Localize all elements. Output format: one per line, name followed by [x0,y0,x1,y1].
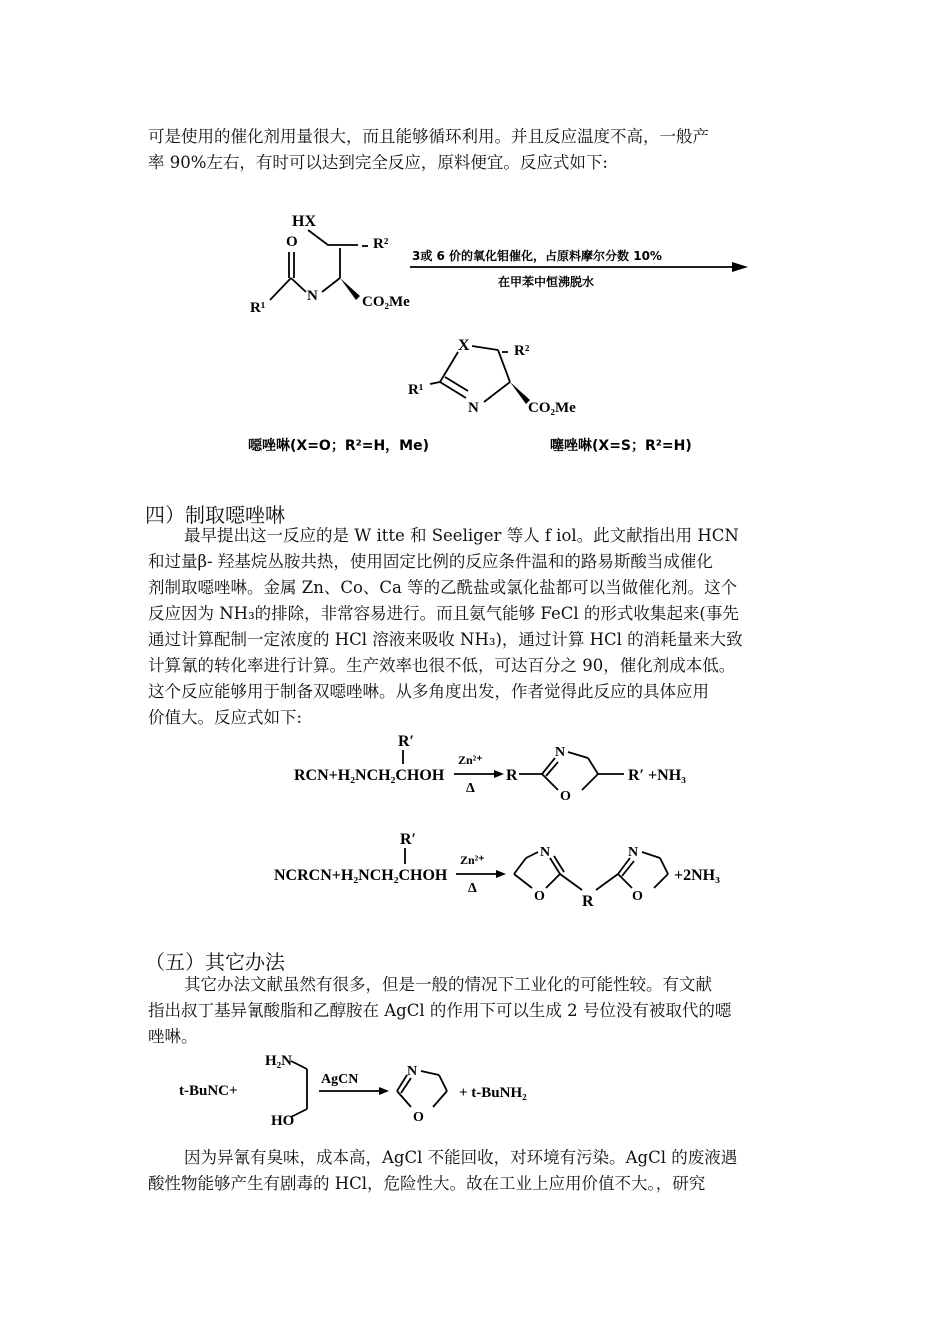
text-line: 因为异氰有臭味，成本高，AgCl 不能回收，对环境有污染。AgCl 的废液遇 [184,1148,738,1167]
text-line: 剂制取噁唑啉。金属 Zn、Co、Ca 等的乙酰盐或氯化盐都可以当做催化剂。这个 [148,578,738,597]
reactant-formula: RCN+H₂NCH₂CHOH [294,767,445,784]
bond [588,758,598,774]
reaction-scheme-4 [175,1045,575,1135]
n-label: N [468,400,479,416]
bond [554,856,564,872]
bond [596,874,618,890]
section-4-paragraph [148,523,808,731]
n-label: N [628,845,639,860]
bond [618,874,632,888]
r1-label: R¹ [408,382,424,398]
wedge-bond [510,382,530,404]
product-r-label: R [506,767,518,784]
bond [618,858,630,874]
arrowhead [494,770,504,778]
bond [654,874,668,888]
reactant-formula: NCRCN+H₂NCH₂CHOH [274,867,448,884]
n-label: N [307,288,318,304]
section-4-heading: 四）制取噁唑啉 [145,503,285,527]
o-label: O [286,234,298,250]
bond [397,1075,407,1091]
text-line: 反应因为 NH₃的排除，非常容易进行。而且氨气能够 FeCl 的形式收集起来(事先 [148,604,739,623]
arrow-condition-bottom: 在甲苯中恒沸脱水 [498,275,595,289]
caption-oxazoline: 噁唑啉(X=O；R²=H，Me) [248,438,430,454]
r-label: R [582,893,594,910]
o-label: O [413,1110,424,1125]
bond [526,852,538,858]
r2-label: R² [514,343,530,359]
bond [484,382,510,402]
arrowhead [496,870,506,878]
bond [433,1091,447,1107]
o-label: O [560,789,571,804]
bond [582,774,598,790]
wedge-bond [340,278,360,300]
r-prime-label: R′ [398,733,415,750]
text-line: 这个反应能够用于制备双噁唑啉。从多角度出发，作者觉得此反应的具体应用 [148,682,709,701]
reaction-scheme-1 [240,200,770,465]
bond [472,346,498,350]
reagent-label: AgCN [321,1072,359,1087]
text-line: 酸性物能够产生有剧毒的 HCl，危险性大。故在工业上应用价值不大。，研究 [148,1174,706,1193]
text-line: 和过量β- 羟基烷丛胺共热，使用固定比例的反应条件温和的路易斯酸当成催化 [148,552,713,571]
bond [660,858,668,874]
caption-thiazoline: 噻唑啉(X=S；R²=H) [550,438,692,454]
bond [322,278,340,292]
bond [291,278,306,292]
bond [498,350,510,382]
bond [439,1075,447,1091]
text-line: 其它办法文献虽然有很多，但是一般的情况下工业化的可能性较。有文献 [184,975,712,994]
bond [514,874,532,888]
co2me-label: CO₂Me [528,400,576,416]
bond [440,382,466,398]
hx-label: HX [292,213,316,230]
n-label: N [540,845,551,860]
text-line: 通过计算配制一定浓度的 HCl 溶液来吸收 NH₃)，通过计算 HCl 的消耗量来大致 [148,630,743,649]
catalyst-label: Zn²⁺ [460,853,485,867]
product-tail: + t-BuNH₂ [459,1085,527,1101]
product-tail: R′ +NH₃ [628,767,686,784]
product-tail: +2NH₃ [674,867,720,884]
arrowhead [379,1087,389,1095]
arrowhead [732,262,748,272]
bond [642,852,660,858]
text-line: 计算氰的转化率进行计算。生产效率也很不低，可达百分之 90，催化剂成本低。 [148,656,736,675]
bond [546,762,558,776]
bond [440,352,458,382]
heat-label: Δ [466,781,475,796]
bond [430,382,440,384]
co2me-label: CO₂Me [362,294,410,310]
text-line: 最早提出这一反应的是 W itte 和 Seeliger 等人 f iol。此文献指出用 HCN [184,526,739,545]
heat-label: Δ [468,881,477,896]
bond [568,752,588,758]
h2n-label: H₂N [265,1053,292,1069]
bond [421,1071,439,1075]
bond [514,858,526,874]
o-label: O [632,889,643,904]
bond [445,377,468,391]
bond [270,278,291,300]
reaction-scheme-2 [290,730,730,810]
section-5-heading: （五）其它办法 [145,950,285,974]
bond [560,874,582,890]
text-line: 价值大。反应式如下: [148,708,303,727]
n-label: N [407,1064,418,1079]
bond [546,874,560,888]
r2-label: R² [373,236,389,252]
bond [622,861,634,876]
x-label: X [458,337,470,354]
closing-paragraph [148,1145,808,1197]
text-line: 可是使用的催化剂用量很大，而且能够循环利用。并且反应温度不高，一般产 [148,127,709,146]
n-label: N [555,745,566,760]
r1-label: R¹ [250,300,266,316]
text-line: 率 90%左右，有时可以达到完全反应，原料便宜。反应式如下: [148,153,608,172]
ho-label: HO [271,1113,295,1129]
text-line: 指出叔丁基异氰酸脂和乙醇胺在 AgCl 的作用下可以生成 2 号位没有被取代的噁 [148,1001,732,1020]
bond [397,1091,411,1107]
r-prime-label: R′ [400,831,417,848]
bond [542,758,555,774]
reactant-formula: t-BuNC+ [179,1083,238,1099]
o-label: O [534,889,545,904]
section-5-paragraph [148,972,808,1050]
bond [291,1061,307,1069]
catalyst-label: Zn²⁺ [458,753,483,767]
bond [542,774,558,790]
bond [401,1078,411,1093]
bond [550,858,560,874]
arrow-condition-top: 3或 6 价的氧化钼催化，占原料摩尔分数 10% [412,249,662,263]
intro-paragraph [148,124,808,176]
reaction-scheme-3 [270,828,740,918]
text-line: 唑啉。 [148,1027,198,1046]
bond [308,230,358,245]
